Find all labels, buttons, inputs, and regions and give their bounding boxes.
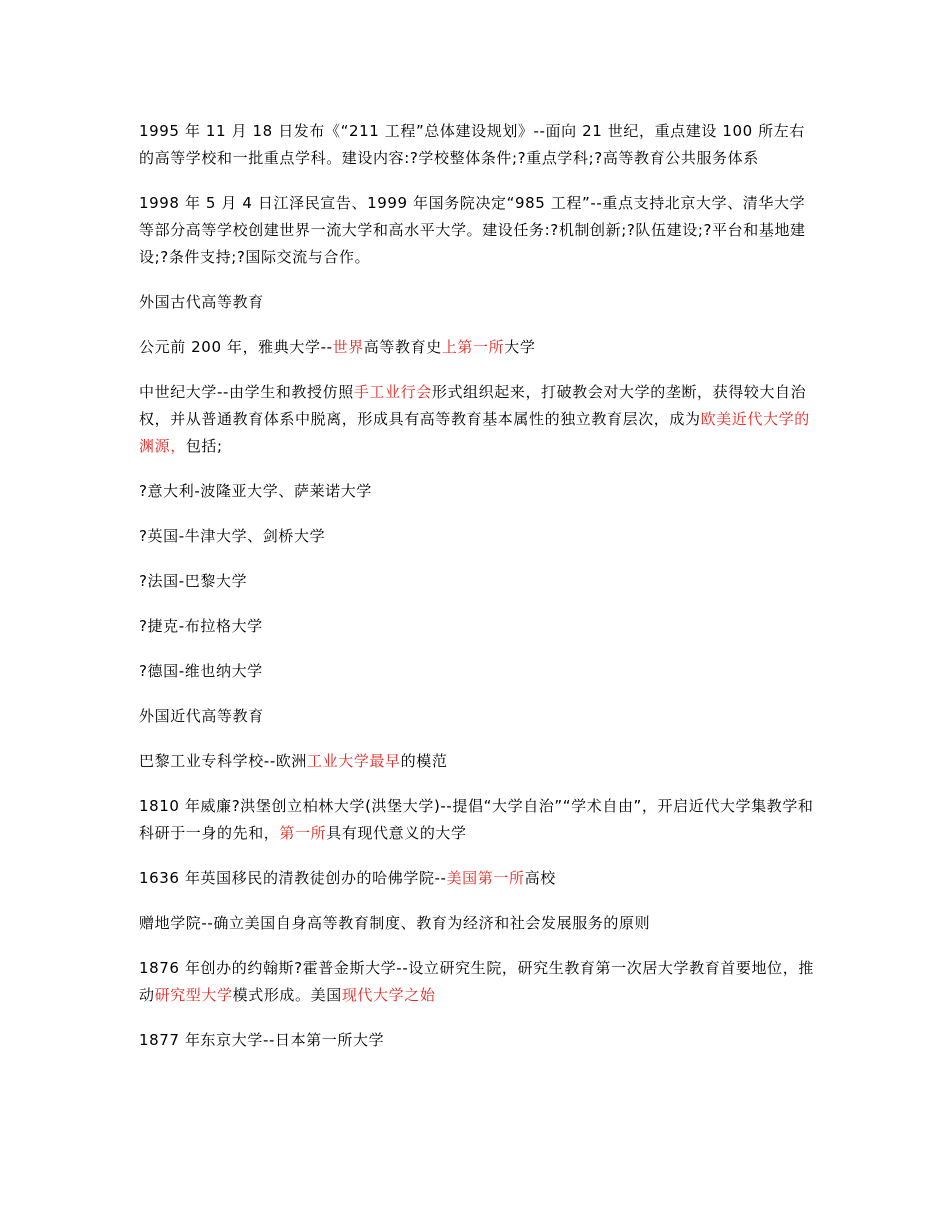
text-segment: 具有现代意义的大学 [326, 824, 467, 842]
text-segment: 包括; [185, 437, 223, 455]
paragraph [139, 190, 819, 271]
paragraph [139, 289, 819, 316]
highlighted-text: 工业大学最早 [307, 752, 401, 770]
paragraph [139, 658, 819, 685]
paragraph [139, 568, 819, 595]
text-segment: 的模范 [400, 752, 448, 770]
paragraph [139, 379, 819, 460]
document-page [139, 118, 819, 1072]
paragraph [139, 955, 819, 1009]
text-segment: 1995 年 11 月 18 日发布《“211 工程”总体建设规划》--面向 21 世纪，重点建设 100 所左右的高等学校和一批重点学科。建设内容:?学校整体条件;?重点学科;?高等教育公共服务体系 [139, 122, 805, 167]
paragraph [139, 334, 819, 361]
highlighted-text: 现代大学之始 [341, 986, 436, 1004]
text-segment: 高等教育史 [363, 338, 442, 356]
paragraph [139, 865, 819, 892]
text-segment: ?德国-维也纳大学 [139, 662, 263, 680]
highlighted-text: 上第一所 [441, 338, 505, 356]
paragraph [139, 523, 819, 550]
highlighted-text: 世界 [332, 338, 364, 356]
text-segment: 赠地学院--确立美国自身高等教育制度、教育为经济和社会发展服务的原则 [139, 914, 651, 932]
paragraph [139, 703, 819, 730]
highlighted-text: 美国第一所 [446, 869, 525, 887]
paragraph [139, 478, 819, 505]
highlighted-text: 第一所 [279, 824, 327, 842]
text-segment: 高校 [524, 869, 556, 887]
paragraph [139, 748, 819, 775]
text-segment: 模式形成。美国 [232, 986, 342, 1004]
text-segment: ?英国-牛津大学、剑桥大学 [139, 527, 326, 545]
highlighted-text: 欧美近代大学的渊源， [139, 410, 810, 455]
text-segment: 形式组织起来，打破教会对大学的垄断，获得较大自治权，并从普通教育体系中脱离，形成具有高等教育基本属性的独立教育层次，成为 [139, 383, 807, 428]
paragraph [139, 1027, 819, 1054]
text-segment: 中世纪大学--由学生和教授仿照 [139, 383, 354, 401]
text-segment: 外国古代高等教育 [139, 293, 264, 311]
text-segment: ?意大利-波隆亚大学、萨莱诺大学 [139, 482, 372, 500]
paragraph [139, 910, 819, 937]
text-segment: 1877 年东京大学--日本第一所大学 [139, 1031, 385, 1049]
text-segment: 1636 年英国移民的清教徒创办的哈佛学院-- [139, 869, 447, 887]
text-segment: 1810 年威廉?洪堡创立柏林大学(洪堡大学)--提倡“大学自治”“学术自由”，开启近代大学集教学和科研于一身的先和， [139, 797, 814, 842]
paragraph [139, 118, 819, 172]
text-segment: 1876 年创办的约翰斯?霍普金斯大学--设立研究生院，研究生教育第一次居大学教育首要地位，推动 [139, 959, 814, 1004]
text-segment: ?捷克-布拉格大学 [139, 617, 263, 635]
text-segment: 公元前 200 年，雅典大学-- [139, 338, 333, 356]
text-segment: ?法国-巴黎大学 [139, 572, 248, 590]
paragraph [139, 793, 819, 847]
text-segment: 外国近代高等教育 [139, 707, 264, 725]
highlighted-text: 手工业行会 [353, 383, 432, 401]
highlighted-text: 研究型大学 [154, 986, 233, 1004]
paragraph [139, 613, 819, 640]
text-segment: 大学 [504, 338, 536, 356]
text-segment: 巴黎工业专科学校--欧洲 [139, 752, 308, 770]
text-segment: 1998 年 5 月 4 日江泽民宣告、1999 年国务院决定“985 工程”--重点支持北京大学、清华大学等部分高等学校创建世界一流大学和高水平大学。建设任务:?机制创新;?队伍建设;?平台和基地建设;?条件支持;?国际交流与合作。 [139, 194, 806, 266]
